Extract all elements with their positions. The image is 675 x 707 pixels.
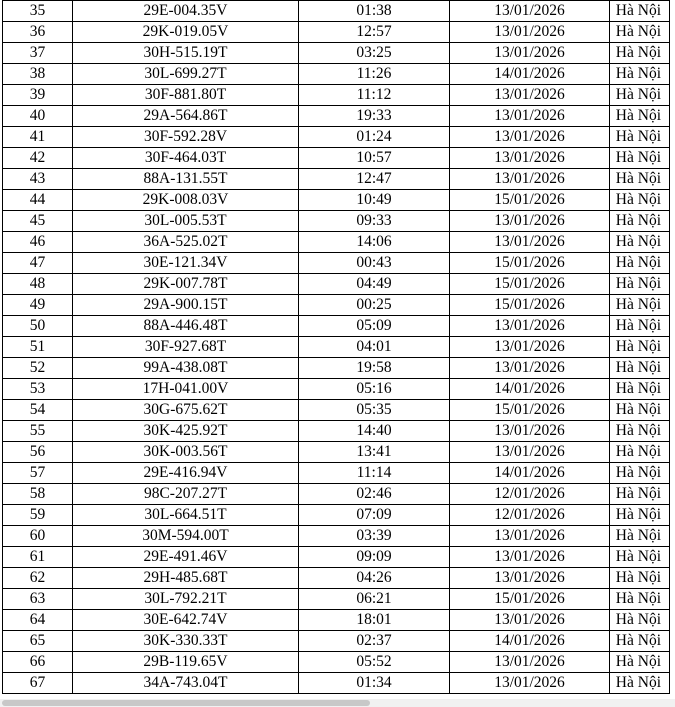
table-row bbox=[3, 631, 670, 652]
table-row bbox=[3, 652, 670, 673]
plate-number-cell: 29A-900.15T bbox=[73, 295, 299, 316]
city-cell: Hà Nội bbox=[610, 505, 670, 526]
table-row bbox=[3, 526, 670, 547]
city-cell: Hà Nội bbox=[610, 421, 670, 442]
time-cell: 14:06 bbox=[299, 232, 450, 253]
plate-number-cell: 30L-005.53T bbox=[73, 211, 299, 232]
plate-number-cell: 30K-330.33T bbox=[73, 631, 299, 652]
time-cell: 04:26 bbox=[299, 568, 450, 589]
city-cell: Hà Nội bbox=[610, 631, 670, 652]
plate-number-cell: 30M-594.00T bbox=[73, 526, 299, 547]
date-cell: 13/01/2026 bbox=[450, 211, 610, 232]
table-row bbox=[3, 568, 670, 589]
row-number-cell: 43 bbox=[3, 169, 73, 190]
table-row bbox=[3, 463, 670, 484]
date-cell: 13/01/2026 bbox=[450, 568, 610, 589]
table-row bbox=[3, 64, 670, 85]
date-cell: 13/01/2026 bbox=[450, 316, 610, 337]
date-cell: 13/01/2026 bbox=[450, 232, 610, 253]
plate-number-cell: 29E-416.94V bbox=[73, 463, 299, 484]
plate-number-cell: 30F-464.03T bbox=[73, 148, 299, 169]
table-row bbox=[3, 337, 670, 358]
time-cell: 02:46 bbox=[299, 484, 450, 505]
date-cell: 12/01/2026 bbox=[450, 505, 610, 526]
time-cell: 00:25 bbox=[299, 295, 450, 316]
city-cell: Hà Nội bbox=[610, 253, 670, 274]
date-cell: 15/01/2026 bbox=[450, 274, 610, 295]
table-row bbox=[3, 148, 670, 169]
date-cell: 13/01/2026 bbox=[450, 22, 610, 43]
row-number-cell: 41 bbox=[3, 127, 73, 148]
row-number-cell: 58 bbox=[3, 484, 73, 505]
plate-number-cell: 17H-041.00V bbox=[73, 379, 299, 400]
row-number-cell: 60 bbox=[3, 526, 73, 547]
scrollbar-thumb[interactable] bbox=[2, 700, 370, 706]
row-number-cell: 48 bbox=[3, 274, 73, 295]
city-cell: Hà Nội bbox=[610, 568, 670, 589]
table-row bbox=[3, 505, 670, 526]
time-cell: 09:09 bbox=[299, 547, 450, 568]
time-cell: 10:57 bbox=[299, 148, 450, 169]
table-body bbox=[3, 1, 670, 694]
date-cell: 13/01/2026 bbox=[450, 106, 610, 127]
date-cell: 14/01/2026 bbox=[450, 64, 610, 85]
row-number-cell: 50 bbox=[3, 316, 73, 337]
city-cell: Hà Nội bbox=[610, 337, 670, 358]
date-cell: 12/01/2026 bbox=[450, 484, 610, 505]
plate-number-cell: 30L-699.27T bbox=[73, 64, 299, 85]
date-cell: 14/01/2026 bbox=[450, 379, 610, 400]
time-cell: 05:52 bbox=[299, 652, 450, 673]
row-number-cell: 52 bbox=[3, 358, 73, 379]
row-number-cell: 66 bbox=[3, 652, 73, 673]
row-number-cell: 47 bbox=[3, 253, 73, 274]
table-row bbox=[3, 379, 670, 400]
city-cell: Hà Nội bbox=[610, 106, 670, 127]
city-cell: Hà Nội bbox=[610, 211, 670, 232]
plate-number-cell: 30L-664.51T bbox=[73, 505, 299, 526]
time-cell: 19:33 bbox=[299, 106, 450, 127]
date-cell: 15/01/2026 bbox=[450, 589, 610, 610]
time-cell: 05:09 bbox=[299, 316, 450, 337]
city-cell: Hà Nội bbox=[610, 190, 670, 211]
row-number-cell: 54 bbox=[3, 400, 73, 421]
time-cell: 11:14 bbox=[299, 463, 450, 484]
city-cell: Hà Nội bbox=[610, 43, 670, 64]
row-number-cell: 59 bbox=[3, 505, 73, 526]
time-cell: 03:25 bbox=[299, 43, 450, 64]
time-cell: 04:01 bbox=[299, 337, 450, 358]
date-cell: 13/01/2026 bbox=[450, 169, 610, 190]
plate-number-cell: 29K-008.03V bbox=[73, 190, 299, 211]
date-cell: 13/01/2026 bbox=[450, 85, 610, 106]
plate-number-cell: 29A-564.86T bbox=[73, 106, 299, 127]
table-row bbox=[3, 400, 670, 421]
date-cell: 15/01/2026 bbox=[450, 400, 610, 421]
plate-number-cell: 30E-642.74V bbox=[73, 610, 299, 631]
time-cell: 10:49 bbox=[299, 190, 450, 211]
date-cell: 15/01/2026 bbox=[450, 295, 610, 316]
table-row bbox=[3, 211, 670, 232]
city-cell: Hà Nội bbox=[610, 652, 670, 673]
table-row bbox=[3, 484, 670, 505]
date-cell: 13/01/2026 bbox=[450, 673, 610, 694]
time-cell: 01:24 bbox=[299, 127, 450, 148]
table-row bbox=[3, 169, 670, 190]
table-row bbox=[3, 421, 670, 442]
city-cell: Hà Nội bbox=[610, 484, 670, 505]
plate-number-cell: 30K-425.92T bbox=[73, 421, 299, 442]
row-number-cell: 53 bbox=[3, 379, 73, 400]
time-cell: 03:39 bbox=[299, 526, 450, 547]
table-row bbox=[3, 316, 670, 337]
date-cell: 13/01/2026 bbox=[450, 127, 610, 148]
date-cell: 13/01/2026 bbox=[450, 43, 610, 64]
row-number-cell: 64 bbox=[3, 610, 73, 631]
time-cell: 00:43 bbox=[299, 253, 450, 274]
plate-number-cell: 29E-004.35V bbox=[73, 1, 299, 22]
city-cell: Hà Nội bbox=[610, 22, 670, 43]
city-cell: Hà Nội bbox=[610, 358, 670, 379]
row-number-cell: 49 bbox=[3, 295, 73, 316]
city-cell: Hà Nội bbox=[610, 274, 670, 295]
plate-number-cell: 29E-491.46V bbox=[73, 547, 299, 568]
date-cell: 13/01/2026 bbox=[450, 358, 610, 379]
row-number-cell: 56 bbox=[3, 442, 73, 463]
plate-number-cell: 29B-119.65V bbox=[73, 652, 299, 673]
city-cell: Hà Nội bbox=[610, 610, 670, 631]
time-cell: 02:37 bbox=[299, 631, 450, 652]
plate-number-cell: 29K-019.05V bbox=[73, 22, 299, 43]
city-cell: Hà Nội bbox=[610, 442, 670, 463]
row-number-cell: 55 bbox=[3, 421, 73, 442]
city-cell: Hà Nội bbox=[610, 673, 670, 694]
date-cell: 13/01/2026 bbox=[450, 421, 610, 442]
row-number-cell: 40 bbox=[3, 106, 73, 127]
plate-number-cell: 30K-003.56T bbox=[73, 442, 299, 463]
plate-number-cell: 30F-592.28V bbox=[73, 127, 299, 148]
table-row bbox=[3, 274, 670, 295]
city-cell: Hà Nội bbox=[610, 589, 670, 610]
plate-number-cell: 29K-007.78T bbox=[73, 274, 299, 295]
table-row bbox=[3, 127, 670, 148]
time-cell: 13:41 bbox=[299, 442, 450, 463]
time-cell: 11:12 bbox=[299, 85, 450, 106]
time-cell: 19:58 bbox=[299, 358, 450, 379]
city-cell: Hà Nội bbox=[610, 169, 670, 190]
plate-number-cell: 30F-927.68T bbox=[73, 337, 299, 358]
time-cell: 14:40 bbox=[299, 421, 450, 442]
city-cell: Hà Nội bbox=[610, 64, 670, 85]
date-cell: 15/01/2026 bbox=[450, 190, 610, 211]
date-cell: 13/01/2026 bbox=[450, 1, 610, 22]
plate-number-cell: 30H-515.19T bbox=[73, 43, 299, 64]
row-number-cell: 61 bbox=[3, 547, 73, 568]
table-row bbox=[3, 190, 670, 211]
row-number-cell: 35 bbox=[3, 1, 73, 22]
plate-number-cell: 30L-792.21T bbox=[73, 589, 299, 610]
table-row bbox=[3, 22, 670, 43]
table-row bbox=[3, 547, 670, 568]
city-cell: Hà Nội bbox=[610, 526, 670, 547]
city-cell: Hà Nội bbox=[610, 85, 670, 106]
date-cell: 14/01/2026 bbox=[450, 631, 610, 652]
row-number-cell: 46 bbox=[3, 232, 73, 253]
time-cell: 07:09 bbox=[299, 505, 450, 526]
table-row bbox=[3, 106, 670, 127]
table-row bbox=[3, 673, 670, 694]
row-number-cell: 65 bbox=[3, 631, 73, 652]
city-cell: Hà Nội bbox=[610, 1, 670, 22]
violation-table bbox=[2, 0, 670, 694]
city-cell: Hà Nội bbox=[610, 232, 670, 253]
table-row bbox=[3, 610, 670, 631]
date-cell: 15/01/2026 bbox=[450, 253, 610, 274]
date-cell: 13/01/2026 bbox=[450, 652, 610, 673]
time-cell: 01:34 bbox=[299, 673, 450, 694]
date-cell: 13/01/2026 bbox=[450, 526, 610, 547]
plate-number-cell: 88A-131.55T bbox=[73, 169, 299, 190]
date-cell: 14/01/2026 bbox=[450, 463, 610, 484]
row-number-cell: 67 bbox=[3, 673, 73, 694]
time-cell: 05:16 bbox=[299, 379, 450, 400]
table-row bbox=[3, 442, 670, 463]
table-row bbox=[3, 1, 670, 22]
table-row bbox=[3, 232, 670, 253]
plate-number-cell: 30E-121.34V bbox=[73, 253, 299, 274]
row-number-cell: 45 bbox=[3, 211, 73, 232]
plate-number-cell: 30F-881.80T bbox=[73, 85, 299, 106]
row-number-cell: 38 bbox=[3, 64, 73, 85]
table-row bbox=[3, 85, 670, 106]
time-cell: 01:38 bbox=[299, 1, 450, 22]
date-cell: 13/01/2026 bbox=[450, 148, 610, 169]
row-number-cell: 62 bbox=[3, 568, 73, 589]
city-cell: Hà Nội bbox=[610, 547, 670, 568]
row-number-cell: 57 bbox=[3, 463, 73, 484]
plate-number-cell: 98C-207.27T bbox=[73, 484, 299, 505]
city-cell: Hà Nội bbox=[610, 400, 670, 421]
table-row bbox=[3, 43, 670, 64]
city-cell: Hà Nội bbox=[610, 127, 670, 148]
table-row bbox=[3, 589, 670, 610]
time-cell: 09:33 bbox=[299, 211, 450, 232]
date-cell: 13/01/2026 bbox=[450, 442, 610, 463]
date-cell: 13/01/2026 bbox=[450, 547, 610, 568]
plate-number-cell: 34A-743.04T bbox=[73, 673, 299, 694]
city-cell: Hà Nội bbox=[610, 379, 670, 400]
row-number-cell: 36 bbox=[3, 22, 73, 43]
time-cell: 04:49 bbox=[299, 274, 450, 295]
city-cell: Hà Nội bbox=[610, 316, 670, 337]
city-cell: Hà Nội bbox=[610, 463, 670, 484]
plate-number-cell: 30G-675.62T bbox=[73, 400, 299, 421]
row-number-cell: 63 bbox=[3, 589, 73, 610]
time-cell: 06:21 bbox=[299, 589, 450, 610]
row-number-cell: 44 bbox=[3, 190, 73, 211]
table-row bbox=[3, 358, 670, 379]
time-cell: 12:57 bbox=[299, 22, 450, 43]
plate-number-cell: 88A-446.48T bbox=[73, 316, 299, 337]
plate-number-cell: 99A-438.08T bbox=[73, 358, 299, 379]
horizontal-scrollbar[interactable] bbox=[0, 699, 675, 707]
plate-number-cell: 36A-525.02T bbox=[73, 232, 299, 253]
row-number-cell: 39 bbox=[3, 85, 73, 106]
time-cell: 12:47 bbox=[299, 169, 450, 190]
table-row bbox=[3, 253, 670, 274]
time-cell: 18:01 bbox=[299, 610, 450, 631]
row-number-cell: 42 bbox=[3, 148, 73, 169]
date-cell: 13/01/2026 bbox=[450, 337, 610, 358]
date-cell: 13/01/2026 bbox=[450, 610, 610, 631]
row-number-cell: 37 bbox=[3, 43, 73, 64]
time-cell: 11:26 bbox=[299, 64, 450, 85]
row-number-cell: 51 bbox=[3, 337, 73, 358]
city-cell: Hà Nội bbox=[610, 148, 670, 169]
city-cell: Hà Nội bbox=[610, 295, 670, 316]
table-row bbox=[3, 295, 670, 316]
time-cell: 05:35 bbox=[299, 400, 450, 421]
plate-number-cell: 29H-485.68T bbox=[73, 568, 299, 589]
